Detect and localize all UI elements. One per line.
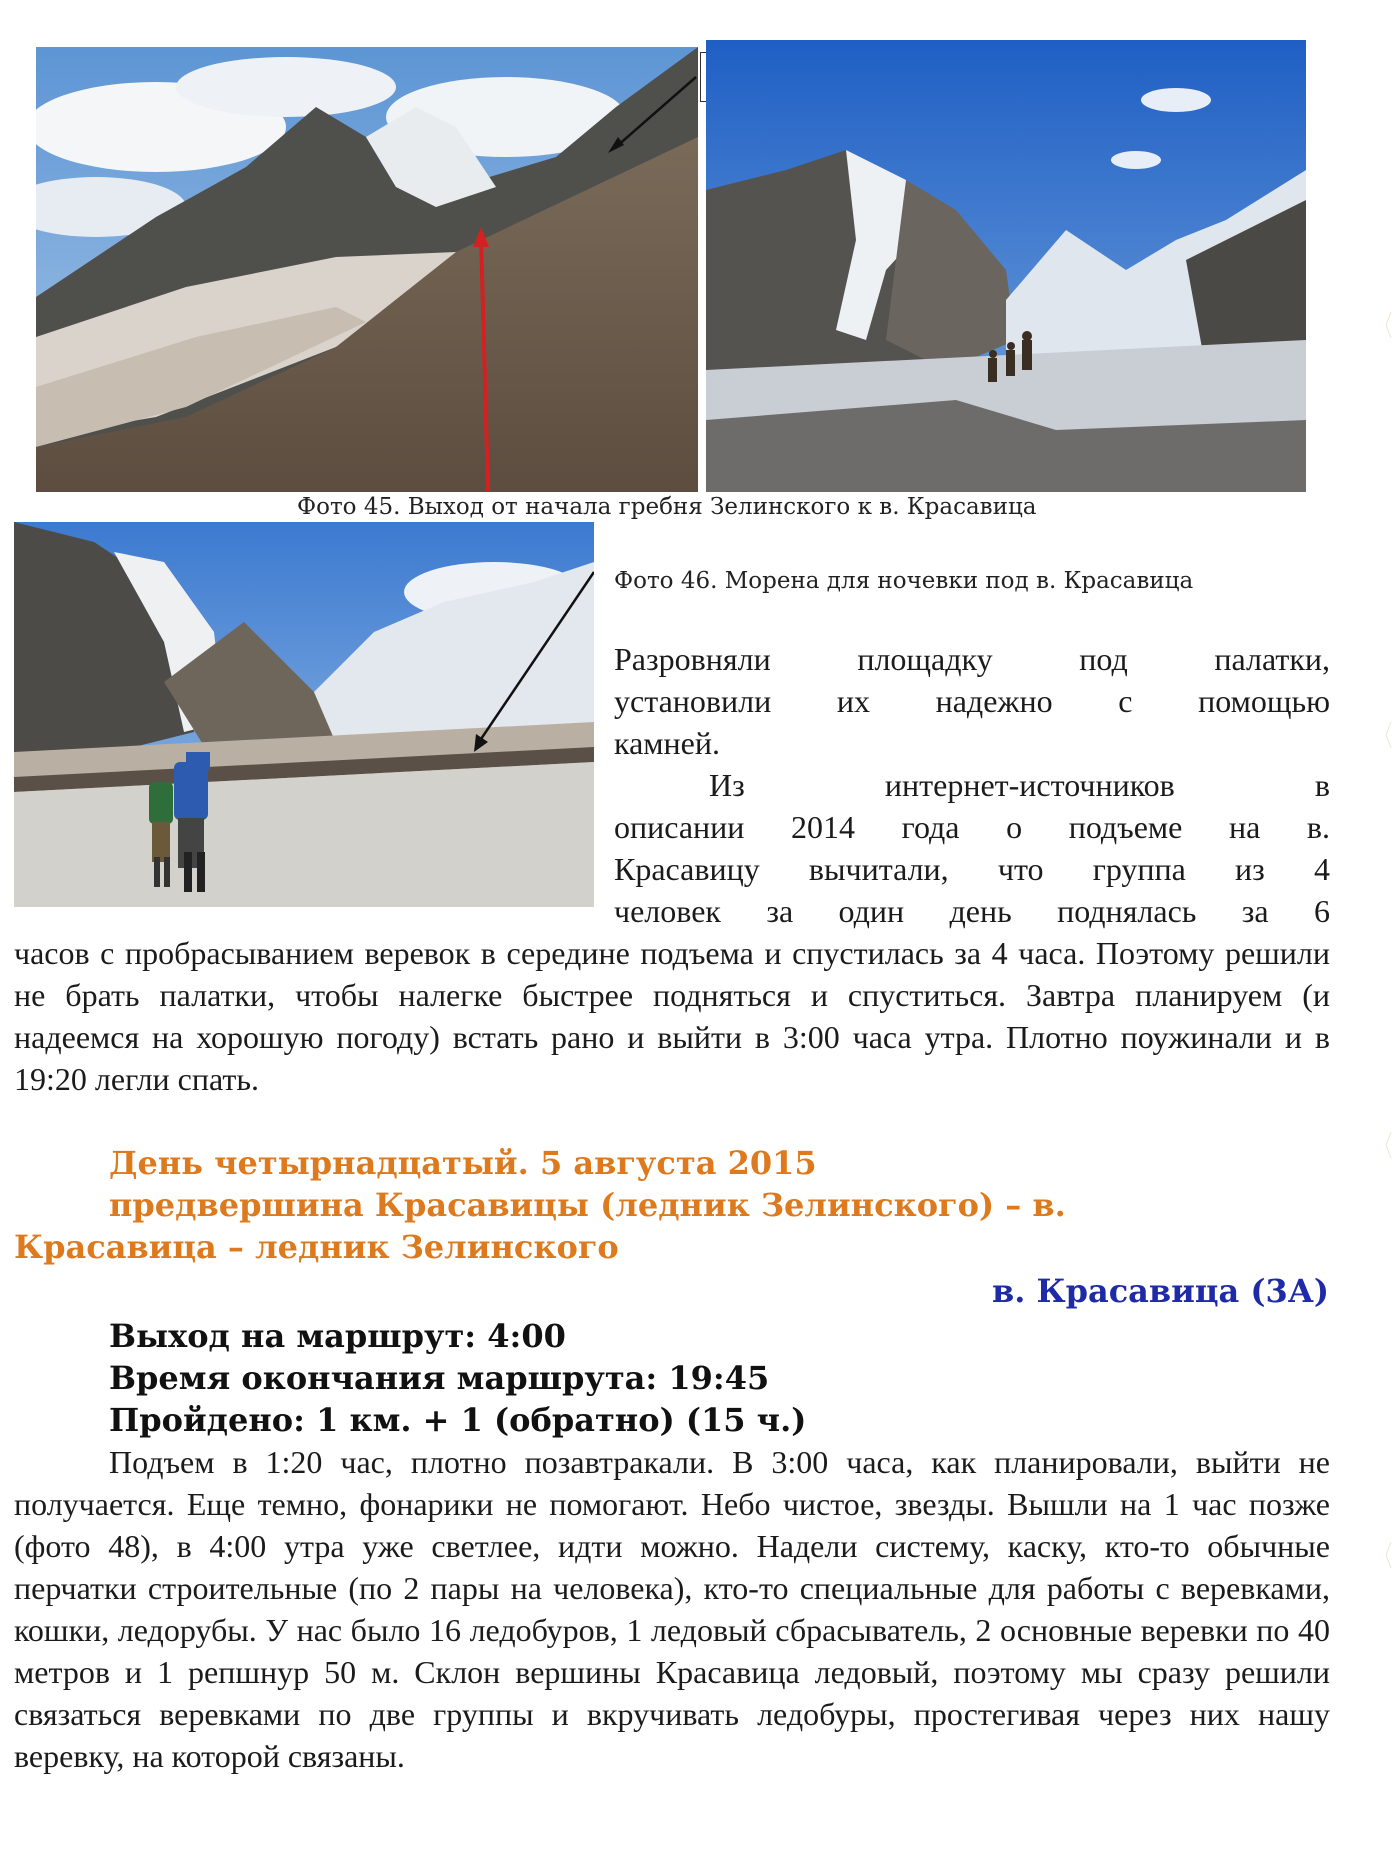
paragraph-text: часов с пробрасыванием веревок в середине подъема и спустилась за 4 часа. Поэтому решили не брать палатки, чтобы налегке быстрее подняться и спуститься. Завтра планируем (и надеемся на хорошую погоду) встать рано и выйти в 3:00 часа утра. Плотно поужинали и в 19:20 легли спать. [14, 935, 1330, 1097]
paragraph-2 [14, 1441, 1330, 1777]
heading-line-2: предвершина Красавицы (ледник Зелинского) – в. [109, 1186, 1066, 1224]
text-line: Красавицу вычитали, что группа из 4 [614, 851, 1330, 887]
text-line: описании 2014 года о подъеме на в. [614, 809, 1330, 845]
text-line: Из интернет-источников в [709, 767, 1330, 803]
photo-45-caption: Фото 45. Выход от начала гребня Зелинского к в. Красавица [297, 494, 1037, 520]
edge-glyph [1383, 310, 1393, 340]
photo-45-left [36, 47, 698, 492]
text-line: установили их надежно с помощью [614, 683, 1330, 719]
mountain-ridge-image [36, 47, 698, 492]
peak-name: в. Красавица (3А) [991, 1272, 1329, 1310]
glacier-climbers-image [706, 40, 1306, 492]
photo-45-right [706, 40, 1306, 492]
route-end: Время окончания маршрута: 19:45 [109, 1359, 770, 1397]
day-heading [14, 1142, 1334, 1268]
text-line: человек за один день поднялась за 6 [614, 893, 1330, 929]
text-line: камней. [614, 725, 720, 761]
edge-glyph [1383, 1540, 1393, 1570]
edge-glyph [1383, 720, 1393, 750]
text-line: Разровняли площадку под палатки, [614, 641, 1330, 677]
photo-46-caption: Фото 46. Морена для ночевки под в. Красавица [614, 568, 1194, 594]
heading-line-1: День четырнадцатый. 5 августа 2015 [109, 1144, 817, 1182]
heading-line-3: Красавица – ледник Зелинского [14, 1228, 619, 1266]
paragraph-text: Подъем в 1:20 час, плотно позавтракали. В 3:00 часа, как планировали, выйти не получается. Еще темно, фонарики не помогают. Небо чистое, звезды. Вышли на 1 час позже (фото 48), в 4:00 утра уже светлее, идти можно. Надели систему, каску, кто-то обычные перчатки строительные (по 2 пары на человека), кто-то специальные для работы с веревками, кошки, ледорубы. У нас было 16 ледобуров, 1 ледовый сбрасыватель, 2 основные веревки по 40 метров и 1 репшнур 50 м. Склон вершины Красавица ледовый, поэтому мы сразу решили связаться веревками по две группы и вкручивать ледобуры, простегивая через них нашу веревку, на которой связаны. [14, 1444, 1330, 1774]
moraine-hikers-image [14, 522, 594, 907]
photo-46 [14, 522, 594, 907]
route-start: Выход на маршрут: 4:00 [109, 1317, 566, 1355]
route-stats [109, 1315, 806, 1441]
paragraph-1-rest [14, 932, 1330, 1100]
edge-glyph [1383, 1130, 1393, 1160]
route-distance: Пройдено: 1 км. + 1 (обратно) (15 ч.) [109, 1401, 807, 1439]
paragraph-1-wrapped [614, 638, 1330, 932]
